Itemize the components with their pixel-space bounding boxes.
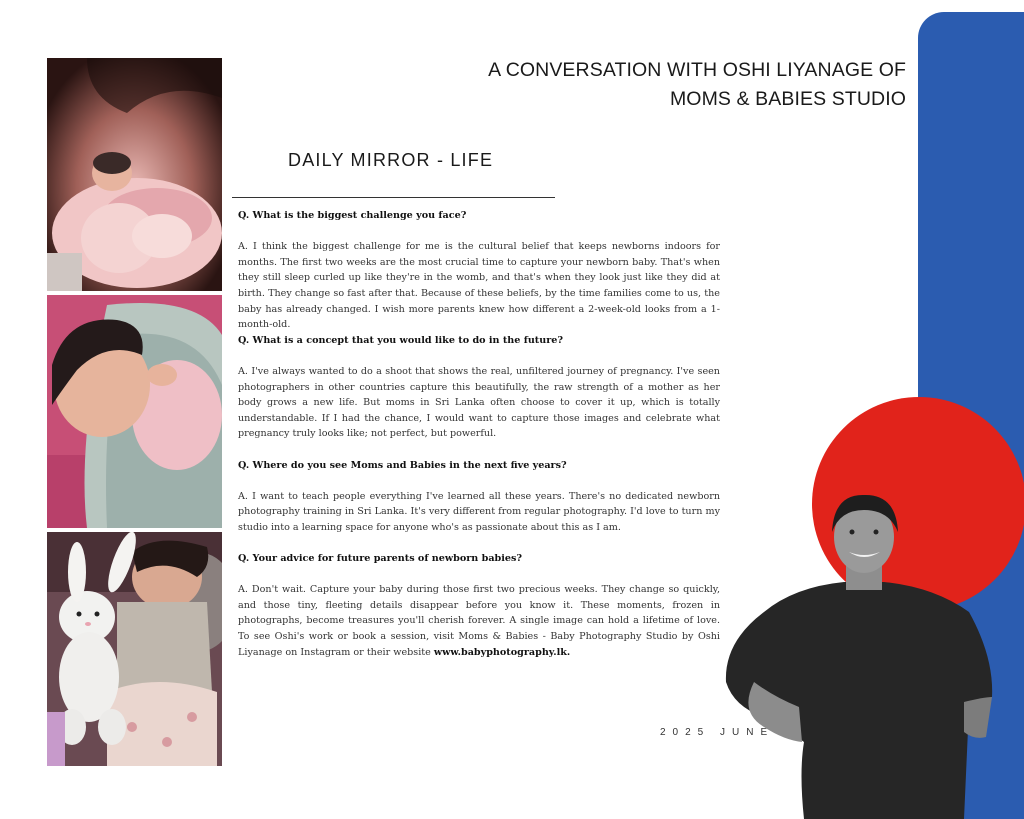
newborn-photo-pink-blanket xyxy=(47,58,222,291)
divider xyxy=(232,197,555,198)
question-3: Q. Where do you see Moms and Babies in the next five years? xyxy=(238,459,567,471)
interview-body xyxy=(238,208,720,660)
title-line-1: A CONVERSATION WITH OSHI LIYANAGE OF xyxy=(488,59,906,81)
newborn-photo-bunny-toy xyxy=(47,532,222,766)
answer-4 xyxy=(238,582,720,660)
article-title xyxy=(488,56,906,114)
portrait-photo xyxy=(724,492,1002,819)
issue-date: 2025 JUNE xyxy=(660,727,775,738)
newborn-photo-pink-fur xyxy=(47,295,222,528)
question-1: Q. What is the biggest challenge you face? xyxy=(238,210,467,221)
answer-2: A. I've always wanted to do a shoot that shows the real, unfiltered journey of pregnancy. I've seen photographers in other countries capture this beautifully, the raw strength of a mother as her body grows a new life. But moms in Sri Lanka often choose to cover it up, which is totally understandable. If I had the chance, I would want to capture those images and celebrate what pregnancy truly looks like; not perfect, but powerful. xyxy=(238,365,720,440)
answer-1: A. I think the biggest challenge for me is the cultural belief that keeps newborns indoors for months. The first two weeks are the most crucial time to capture your newborn baby. That's when they still sleep curled up like they're in the womb, and that's when they look just like they did at birth. They change so fast after that. Because of these beliefs, by the time families come to us, the baby has already changed. I wish more parents knew how different a 2-week-old looks from a 1-month-old. xyxy=(238,241,720,331)
website-link[interactable]: www.babyphotography.lk. xyxy=(433,646,571,658)
answer-3: A. I want to teach people everything I've learned all these years. There's no dedicated newborn photography training in Sri Lanka. It's very different from regular photography. I'd love to turn my studio into a learning space for anyone who's as passionate about this as I am. xyxy=(238,490,720,533)
masthead: DAILY MIRROR - LIFE xyxy=(288,150,494,170)
title-line-2: MOMS & BABIES STUDIO xyxy=(669,88,906,110)
question-2: Q. What is a concept that you would like to do in the future? xyxy=(238,334,563,346)
answer-4-text: A. Don't wait. Capture your baby during those first two precious weeks. They change so quickly, and those tiny, fleeting details disappear before you know it. These moments, frozen in photographs, become treasures you'll cherish forever. A single image can hold a lifetime of love. To see Oshi's work or book a session, visit Moms & Babies - Baby Photography Studio by Oshi Liyanage on Instagram or their website xyxy=(238,584,720,658)
question-4: Q. Your advice for future parents of newborn babies? xyxy=(238,553,523,565)
